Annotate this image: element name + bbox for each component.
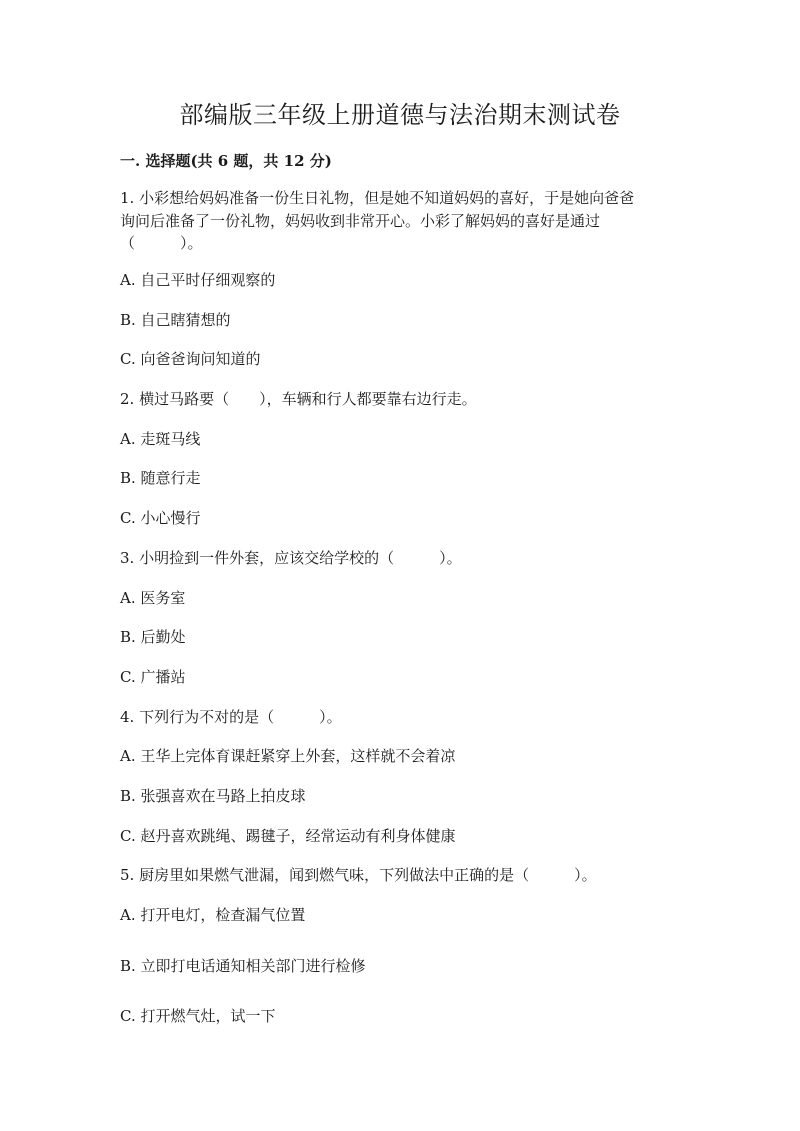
question-5-option-c: C. 打开燃气灶，试一下: [120, 1007, 276, 1025]
question-3-stem: 3. 小明捡到一件外套，应该交给学校的（ ）。: [120, 549, 462, 567]
question-5-stem: 5. 厨房里如果燃气泄漏，闻到燃气味，下列做法中正确的是（ ）。: [120, 866, 597, 884]
question-1-option-b: B. 自己瞎猜想的: [120, 311, 231, 329]
question-5-option-b: B. 立即打电话通知相关部门进行检修: [120, 957, 366, 975]
question-4-option-b: B. 张强喜欢在马路上拍皮球: [120, 787, 306, 805]
page-title: 部编版三年级上册道德与法治期末测试卷: [179, 101, 621, 129]
question-2-option-b: B. 随意行走: [120, 469, 201, 487]
question-3-option-a: A. 医务室: [120, 589, 186, 607]
question-3-option-b: B. 后勤处: [120, 628, 186, 646]
question-4-option-c: C. 赵丹喜欢跳绳、踢毽子，经常运动有利身体健康: [120, 827, 456, 845]
question-2-option-a: A. 走斑马线: [120, 430, 201, 448]
question-1-option-c: C. 向爸爸询问知道的: [120, 350, 261, 368]
question-5-option-a: A. 打开电灯，检查漏气位置: [120, 906, 306, 924]
question-2-stem: 2. 横过马路要（ ），车辆和行人都要靠右边行走。: [120, 390, 477, 408]
question-2-option-c: C. 小心慢行: [120, 509, 201, 527]
question-4-stem: 4. 下列行为不对的是（ ）。: [120, 708, 342, 726]
section-heading: 一. 选择题(共 6 题，共 12 分): [120, 152, 332, 170]
question-1-stem-line-2: 询问后准备了一份礼物，妈妈收到非常开心。小彩了解妈妈的喜好是通过: [120, 212, 601, 230]
question-3-option-c: C. 广播站: [120, 668, 186, 686]
question-1-stem-line-1: 1. 小彩想给妈妈准备一份生日礼物，但是她不知道妈妈的喜好，于是她向爸爸: [120, 189, 635, 207]
question-4-option-a: A. 王华上完体育课赶紧穿上外套，这样就不会着凉: [120, 747, 456, 765]
question-1-stem-line-3: （ ）。: [120, 234, 203, 252]
question-1-option-a: A. 自己平时仔细观察的: [120, 271, 276, 289]
